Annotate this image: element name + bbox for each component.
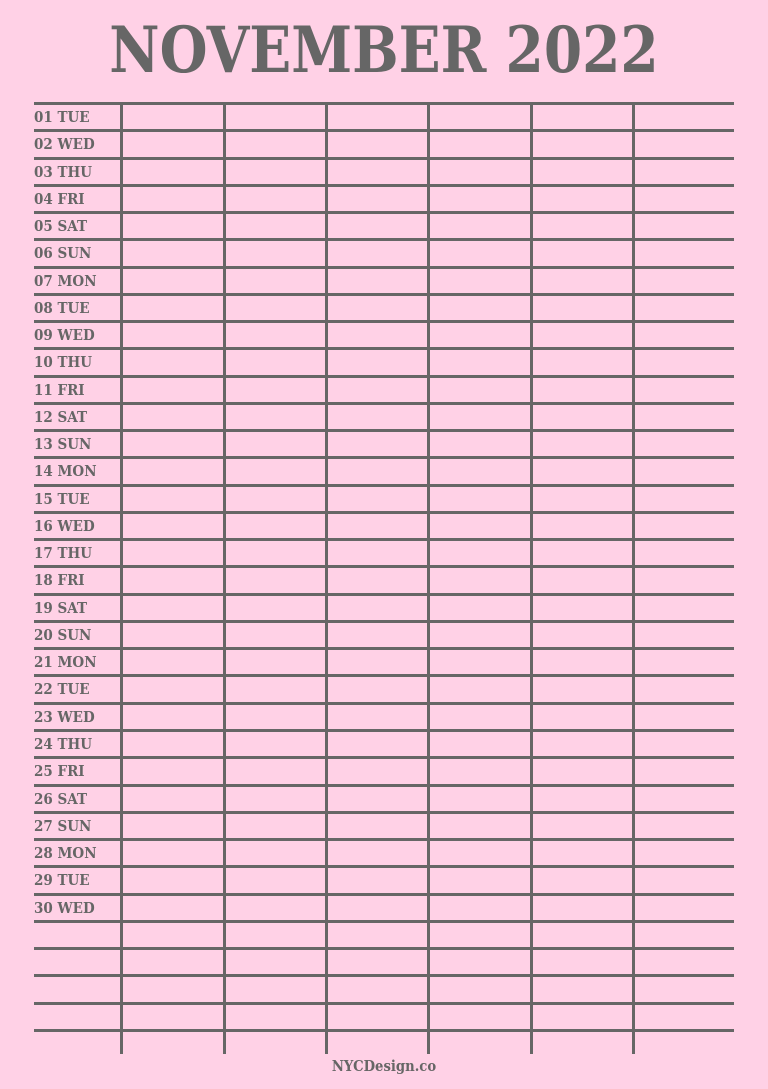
row-divider: [34, 756, 734, 759]
day-label: 05 SAT: [34, 217, 88, 235]
day-label: 20 SUN: [34, 626, 92, 644]
day-label: 15 TUE: [34, 490, 90, 508]
day-label: 10 THU: [34, 353, 93, 371]
row-divider: [34, 211, 734, 214]
row-divider: [34, 674, 734, 677]
column-divider: [325, 103, 328, 1054]
row-divider: [34, 811, 734, 814]
row-divider: [34, 565, 734, 568]
day-label: 04 FRI: [34, 190, 85, 208]
row-divider: [34, 375, 734, 378]
row-divider: [34, 729, 734, 732]
day-label: 26 SAT: [34, 790, 88, 808]
day-label: 06 SUN: [34, 244, 92, 262]
row-divider: [34, 947, 734, 950]
row-divider: [34, 129, 734, 132]
row-divider: [34, 838, 734, 841]
row-divider: [34, 784, 734, 787]
row-divider: [34, 429, 734, 432]
day-label: 23 WED: [34, 708, 95, 726]
row-divider: [34, 266, 734, 269]
row-divider: [34, 102, 734, 105]
day-label: 22 TUE: [34, 680, 90, 698]
day-label: 13 SUN: [34, 435, 92, 453]
row-divider: [34, 593, 734, 596]
row-divider: [34, 402, 734, 405]
row-divider: [34, 620, 734, 623]
day-label: 16 WED: [34, 517, 95, 535]
day-label: 02 WED: [34, 135, 95, 153]
day-label: 19 SAT: [34, 599, 88, 617]
row-divider: [34, 293, 734, 296]
day-label: 29 TUE: [34, 871, 90, 889]
day-label: 17 THU: [34, 544, 93, 562]
column-divider: [530, 103, 533, 1054]
row-divider: [34, 238, 734, 241]
row-divider: [34, 920, 734, 923]
row-divider: [34, 320, 734, 323]
day-label: 30 WED: [34, 899, 95, 917]
column-divider: [120, 103, 123, 1054]
page-title: NOVEMBER 2022: [109, 13, 659, 88]
row-divider: [34, 456, 734, 459]
day-label: 28 MON: [34, 844, 97, 862]
row-divider: [34, 484, 734, 487]
column-divider: [632, 103, 635, 1054]
row-divider: [34, 647, 734, 650]
row-divider: [34, 538, 734, 541]
day-label: 11 FRI: [34, 381, 85, 399]
day-label: 25 FRI: [34, 762, 85, 780]
day-label: 21 MON: [34, 653, 97, 671]
day-label: 27 SUN: [34, 817, 92, 835]
row-divider: [34, 974, 734, 977]
column-divider: [427, 103, 430, 1054]
row-divider: [34, 184, 734, 187]
row-divider: [34, 1002, 734, 1005]
day-label: 12 SAT: [34, 408, 88, 426]
row-divider: [34, 865, 734, 868]
row-divider: [34, 511, 734, 514]
row-divider: [34, 347, 734, 350]
day-label: 03 THU: [34, 163, 93, 181]
day-label: 01 TUE: [34, 108, 90, 126]
day-label: 14 MON: [34, 462, 97, 480]
row-divider: [34, 893, 734, 896]
row-divider: [34, 702, 734, 705]
row-divider: [34, 1029, 734, 1032]
row-divider: [34, 157, 734, 160]
day-label: 08 TUE: [34, 299, 90, 317]
footer-brand: NYCDesign.co: [331, 1057, 437, 1075]
day-label: 07 MON: [34, 272, 97, 290]
column-divider: [223, 103, 226, 1054]
day-label: 24 THU: [34, 735, 93, 753]
day-label: 18 FRI: [34, 571, 85, 589]
day-label: 09 WED: [34, 326, 95, 344]
